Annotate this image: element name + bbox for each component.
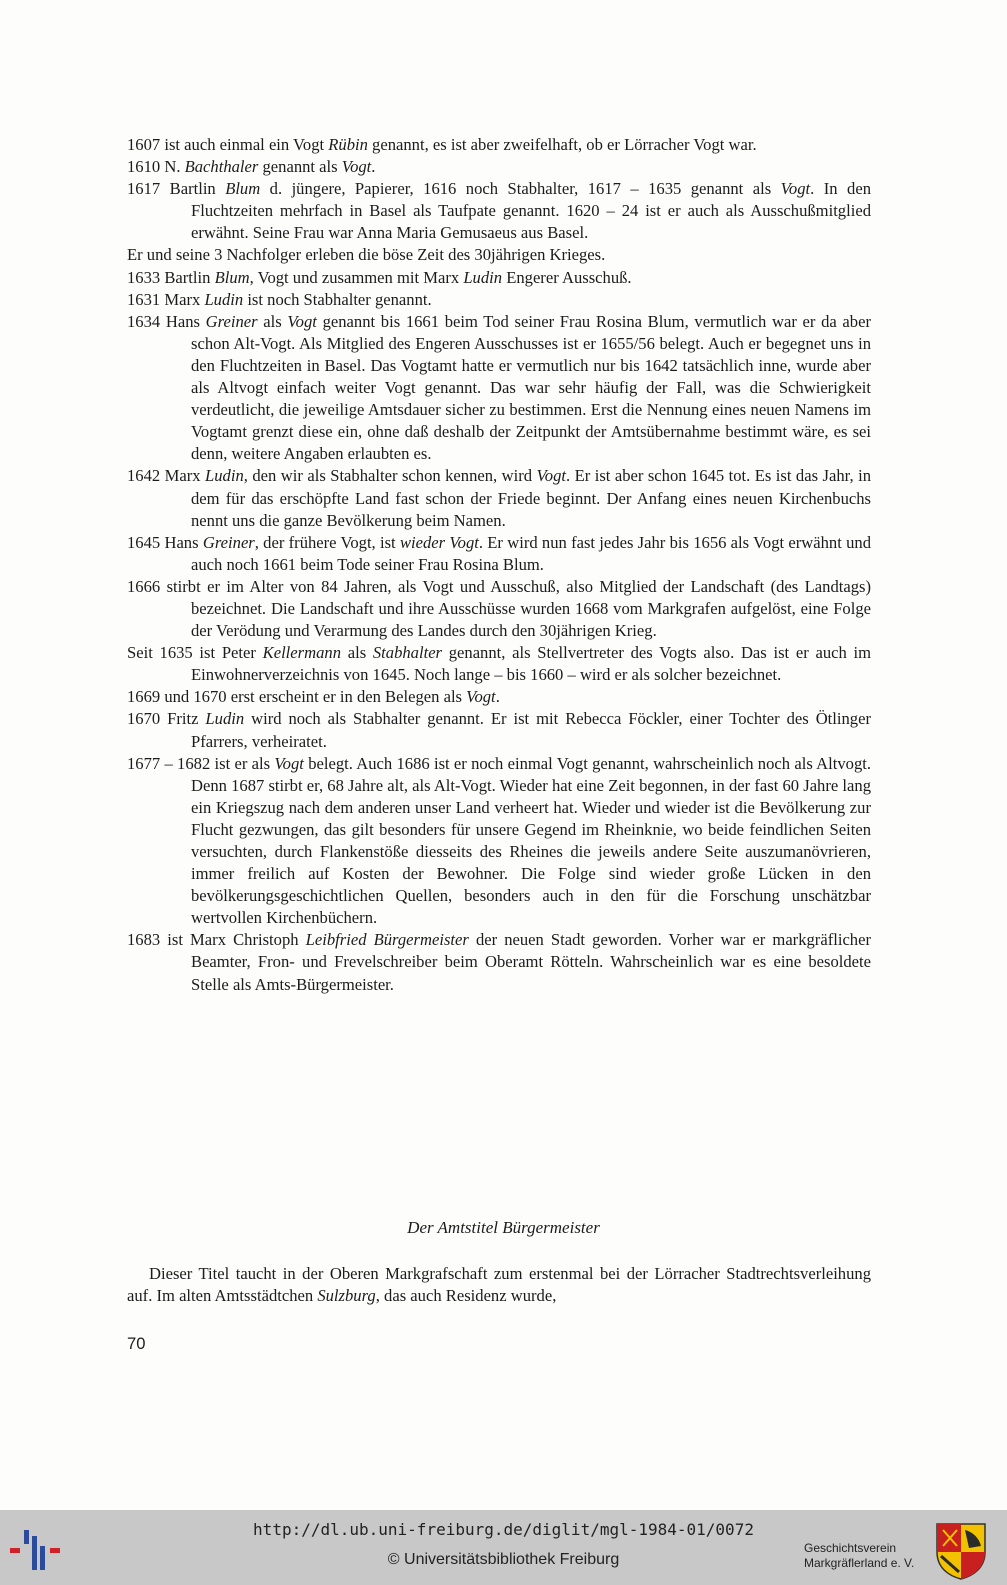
entry-name: Blum (225, 179, 261, 199)
entry-lead: 1677 – 1682 ist er als (127, 753, 275, 773)
body-text-place: Sulzburg (317, 1286, 376, 1306)
entry-name2: Stabhalter (372, 643, 443, 663)
entry-lead: 1631 Marx (127, 289, 205, 309)
body-text-c: , das auch Residenz wurde, (375, 1286, 557, 1306)
entry-rest: . (495, 687, 500, 707)
entry-rest: . (371, 157, 376, 177)
entry-rest: genannt, als Stellvertreter des Vogts also. Das ist er auch im Einwohnerverzeichnis von 1645. Noch lange – bis 1660 – wird er als solcher bezeichnet. (191, 643, 872, 685)
entry-lead: 1669 und 1670 erst erscheint er in den Belegen als (127, 687, 467, 707)
chronicle-entry (127, 178, 871, 244)
entry-lead: Seit 1635 ist Peter (127, 643, 263, 663)
entry-lead: 1617 Bartlin (127, 179, 226, 199)
entry-mid: genannt als (258, 157, 342, 177)
page-number: 70 (127, 1334, 146, 1353)
entry-rest: der neuen Stadt geworden. Vorher war er markgräflicher Beamter, Fron- und Frevelschreiber beim Oberamt Rötteln. Wahrscheinlich war es eine besoldete Stelle als Amts-Bürgermeister. (191, 930, 871, 994)
entry-name: Vogt (466, 687, 496, 707)
chronicle-entry (127, 708, 871, 752)
entry-rest: . In den Fluchtzeiten mehrfach in Basel als Taufpate genannt. 1620 – 24 ist er auch als Ausschußmitglied erwähnt. Seine Frau war Anna Maria Gemusaeus aus Basel. (191, 179, 871, 243)
entry-mid: , Vogt und zusammen mit Marx (249, 267, 464, 287)
entry-name: Ludin (204, 289, 244, 309)
chronicle-entry (127, 686, 871, 708)
society-name (804, 1541, 929, 1571)
body-text-a: Dieser Titel taucht in der Oberen Markgrafschaft zum erstenmal bei der Lörracher Stadtrechtsverleihung auf. Im alten Amtsstädtchen (127, 1264, 871, 1306)
entry-rest: . Er wird nun fast jedes Jahr bis 1656 als Vogt erwähnt und auch noch 1661 beim Tode seiner Frau Rosina Blum. (191, 532, 872, 574)
entry-lead: 1634 Hans (127, 311, 206, 331)
entry-mid: als (257, 311, 288, 331)
entry-name: Leibfried Bürgermeister (305, 930, 469, 950)
society-line-2: Markgräflerland e. V. (804, 1556, 915, 1570)
entry-lead: 1670 Fritz (127, 709, 206, 729)
entry-name: Greiner (202, 532, 255, 552)
entry-name2: Ludin (463, 267, 503, 287)
chronicle-entry (127, 465, 871, 531)
entry-lead: 1610 N. (127, 157, 185, 177)
entry-name: Greiner (205, 311, 258, 331)
entry-lead: 1642 Marx (127, 466, 206, 486)
entry-name2: Vogt (341, 157, 372, 177)
chronicle-entry (127, 134, 871, 156)
entry-rest: . Er ist aber schon 1645 tot. Es ist das Jahr, in dem für das erschöpfte Land fast schon der Friede beginnt. Der Anfang eines neuen Kirchenbuchs nennt uns die ganze Bevölkerung beim Namen. (191, 466, 871, 530)
entry-rest: genannt, es ist aber zweifelhaft, ob er Lörracher Vogt war. (367, 135, 757, 154)
entry-mid: d. jüngere, Papierer, 1616 noch Stabhalter, 1617 – 1635 genannt als (260, 179, 781, 199)
entry-name: Bachthaler (184, 157, 259, 177)
entry-name: Blum (214, 267, 250, 287)
entry-lead: 1666 stirbt er im Alter von 84 Jahren, als Vogt und Ausschuß, also Mitglied der Landschaft (des Landtags) bezeichnet. Die Landschaft und ihre Ausschüsse wurden 1668 vom Markgrafen aufgelöst, eine Folge der Verödung und Verarmung des Landes durch den 30jährigen Krieg. (127, 576, 871, 641)
chronicle-entry (127, 576, 871, 642)
entry-name: Rübin (328, 135, 368, 154)
entry-mid: , der frühere Vogt, ist (254, 532, 400, 552)
chronicle-entry (127, 753, 871, 930)
chronicle-entry (127, 642, 871, 686)
entry-rest: belegt. Auch 1686 ist er noch einmal Vogt genannt, wahrscheinlich noch als Altvogt. Denn 1687 stirbt er, 68 Jahre alt, als Alt-Vogt. Wieder hat eine Zeit begonnen, in der fast 60 Jahre lang ein Kriegszug nach dem anderen unser Land verheert hat. Wieder und wieder ist die Bevölkerung zur Flucht gezwungen, das gilt besonders für unsere Gegend im Rheinknie, wo beide feindlichen Seiten versuchten, durch Flankenstöße diesseits des Rheines die jeweils andere Seite auszumanövrieren, immer freilich auf Kosten der Bewohner. Die Folge sind wieder große Lücken in den bevölkerungsgeschichtlichen Quellen, besonders auch in den für die Forschung unschätzbar wertvollen Kirchenbüchern. (191, 753, 871, 928)
entry-lead: 1645 Hans (127, 532, 203, 552)
chronicle-entry (127, 532, 871, 576)
entry-mid: , den wir als Stabhalter schon kennen, wird (243, 466, 537, 486)
entry-name2: Vogt (287, 311, 317, 331)
war-paragraph: Er und seine 3 Nachfolger erleben die böse Zeit des 30jährigen Krieges. (127, 245, 606, 265)
entry-name: Vogt (274, 753, 304, 773)
entry-rest: Engerer Ausschuß. (502, 267, 632, 287)
entry-rest: genannt bis 1661 beim Tod seiner Frau Rosina Blum, vermutlich war er da aber schon Alt-Vogt. Als Mitglied des Engeren Ausschusses ist er 1655/56 belegt. Auch er begegnet uns in den Fluchtzeiten in Basel. Das Vogtamt hatte er vermutlich nur bis 1642 tatsächlich inne, wurde aber als Altvogt einfach weiter Vogt genannt. Das war sehr häufig der Fall, was die Schwierigkeit verdeutlicht, die jeweilige Amtsdauer sicher zu bestimmen. Erst die Nennung eines neuen Namens im Vogtamt grenzt diese ein, ohne daß deshalb der Zeitpunkt der Amtsübernahme bestimmt wäre, es sei denn, weitere Angaben erlaubten es. (191, 311, 871, 464)
chronicle-entry (127, 929, 871, 995)
footer-copyright: © Universitätsbibliothek Freiburg (387, 1551, 620, 1568)
entry-name2: wieder Vogt (399, 532, 479, 552)
chronicle-entry (127, 267, 871, 289)
entry-lead: 1633 Bartlin (127, 267, 215, 287)
entry-name: Kellermann (262, 643, 341, 663)
body-paragraph (127, 1263, 871, 1307)
entry-name2: Vogt (536, 466, 567, 486)
society-line-1: Geschichtsverein (804, 1541, 897, 1555)
footer-url-link[interactable]: http://dl.ub.uni-freiburg.de/diglit/mgl-1984-01/0072 (253, 1520, 754, 1539)
ub-freiburg-logo-icon (10, 1524, 62, 1572)
entry-mid: als (341, 643, 373, 663)
section-title: Der Amtstitel Bürgermeister (407, 1218, 600, 1237)
chronicle-entry (127, 311, 871, 466)
entry-rest: ist noch Stabhalter genannt. (243, 289, 432, 309)
coat-of-arms-icon (935, 1522, 987, 1580)
chronicle-entry (127, 156, 871, 178)
entry-name: Ludin (205, 466, 244, 486)
chronicle-entry (127, 289, 871, 311)
footer-bar (0, 1510, 1007, 1585)
entry-name: Ludin (205, 709, 245, 729)
entry-rest: wird noch als Stabhalter genannt. Er ist mit Rebecca Föckler, einer Tochter des Ötlinger Pfarrers, verheiratet. (191, 709, 871, 751)
entry-lead: 1607 ist auch einmal ein Vogt (127, 135, 329, 154)
entry-lead: 1683 ist Marx Christoph (127, 930, 306, 950)
entry-list (127, 134, 871, 996)
entry-name2: Vogt (780, 179, 811, 199)
